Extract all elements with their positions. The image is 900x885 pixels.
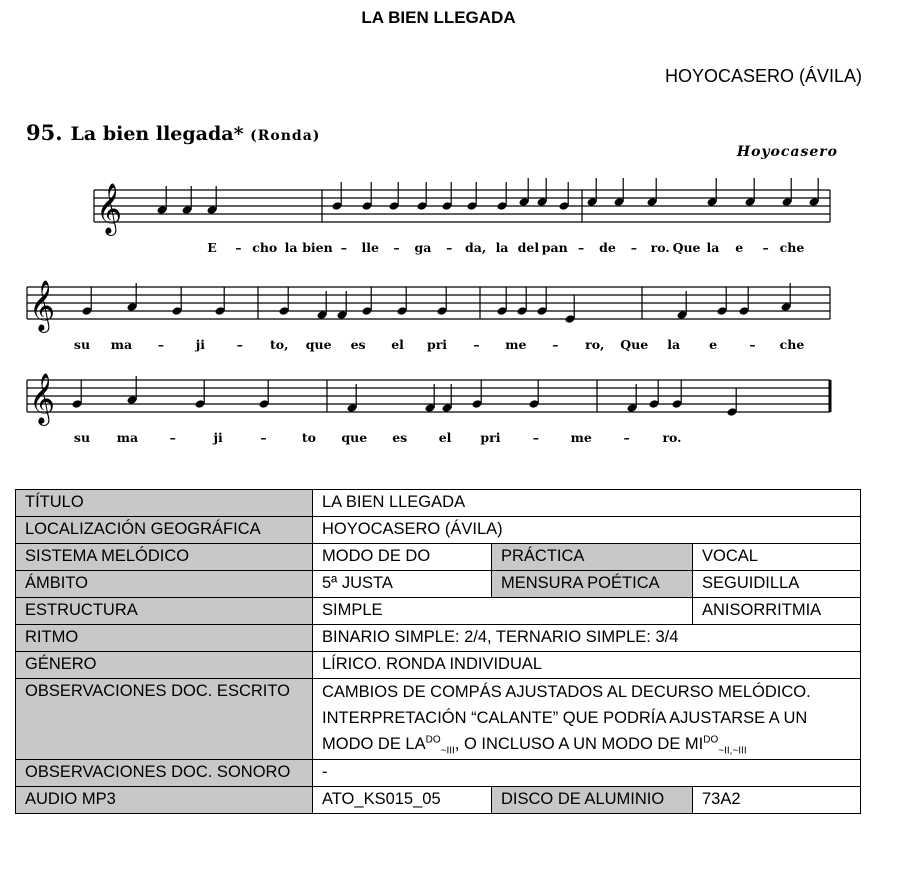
mensura-value: SEGUIDILLA <box>693 571 861 598</box>
obs-sup1: DO <box>425 734 441 746</box>
lyric-syllable: – <box>236 337 243 352</box>
lyric-syllable: Que <box>620 337 649 352</box>
ritmo-value: BINARIO SIMPLE: 2/4, TERNARIO SIMPLE: 3/4 <box>313 625 861 652</box>
lyric-syllable: ma <box>110 337 133 352</box>
estructura-extra: ANISORRITMIA <box>693 598 861 625</box>
lyric-syllable: me <box>570 430 592 445</box>
lyric-syllable: ji <box>195 337 205 352</box>
obs-sup2: DO <box>703 734 719 746</box>
obs-escrito-line3a: MODO DE LA <box>322 735 426 753</box>
lyric-syllable: – <box>157 337 165 352</box>
table-row <box>16 652 861 679</box>
localizacion-label: LOCALIZACIÓN GEOGRÁFICA <box>16 517 313 544</box>
practica-label: PRÁCTICA <box>492 544 693 571</box>
lyric-syllable: – <box>552 337 559 352</box>
lyric-syllable: – <box>446 240 453 255</box>
audio-label: AUDIO MP3 <box>16 787 313 814</box>
ritmo-label: RITMO <box>16 625 313 652</box>
table-row <box>16 679 861 760</box>
lyric-syllable: to <box>301 430 316 445</box>
lyric-syllable: la <box>495 240 509 255</box>
genero-label: GÉNERO <box>16 652 313 679</box>
lyric-syllable: lle <box>361 240 379 255</box>
score-title: La bien llegada* <box>70 123 244 145</box>
lyric-syllable: su <box>73 430 91 445</box>
titulo-value: LA BIEN LLEGADA <box>313 490 861 517</box>
treble-clef-icon: 𝄞 <box>29 280 56 331</box>
obs-escrito-line3b: , O INCLUSO A UN MODO DE MI <box>454 735 704 753</box>
lyric-syllable: – <box>623 430 630 445</box>
obs-sub2: ~II,~III <box>718 745 747 757</box>
lyric-syllable: el <box>391 337 404 352</box>
treble-clef-icon: 𝄞 <box>96 183 123 234</box>
lyric-syllable: – <box>577 240 585 255</box>
table-row <box>16 787 861 814</box>
table-row <box>16 625 861 652</box>
lyric-syllable: ga <box>414 240 432 255</box>
lyric-syllable: su <box>73 337 91 352</box>
lyric-syllable: – <box>260 430 267 445</box>
lyric-syllable: da, <box>465 240 487 255</box>
table-row <box>16 760 861 787</box>
lyric-syllable: E <box>207 240 217 255</box>
lyric-syllable: Que <box>672 240 701 255</box>
lyric-syllable: – <box>340 240 347 255</box>
score-place: Hoyocasero <box>736 144 838 160</box>
obs-escrito-label: OBSERVACIONES DOC. ESCRITO <box>16 679 313 760</box>
lyric-syllable: cho <box>252 240 278 255</box>
lyric-syllable: to, <box>269 337 289 352</box>
table-row <box>16 571 861 598</box>
obs-escrito-line2: INTERPRETACIÓN “CALANTE” QUE PODRÍA AJUSTARSE A UN <box>322 709 808 727</box>
score-number: 95. <box>26 120 63 145</box>
obs-sub1: ~III <box>440 745 455 757</box>
document-location: HOYOCASERO (ÁVILA) <box>664 66 862 86</box>
lyric-syllable: ji <box>213 430 223 445</box>
lyric-syllable: ro. <box>650 240 670 255</box>
lyric-syllable: che <box>779 337 805 352</box>
lyric-syllable: e <box>709 337 718 352</box>
lyric-syllable: pri <box>480 430 501 445</box>
table-row <box>16 490 861 517</box>
music-score <box>22 112 844 447</box>
audio-value: ATO_KS015_05 <box>313 787 492 814</box>
disco-value: 73A2 <box>693 787 861 814</box>
mensura-label: MENSURA POÉTICA <box>492 571 693 598</box>
lyric-syllable: – <box>235 240 242 255</box>
practica-value: VOCAL <box>693 544 861 571</box>
lyric-syllable: la <box>667 337 681 352</box>
ambito-label: ÁMBITO <box>16 571 313 598</box>
ambito-value: 5ª JUSTA <box>313 571 492 598</box>
localizacion-value: HOYOCASERO (ÁVILA) <box>313 517 861 544</box>
score-subtitle: (Ronda) <box>250 128 321 144</box>
sistema-label: SISTEMA MELÓDICO <box>16 544 313 571</box>
obs-sonoro-value: - <box>313 760 861 787</box>
lyric-syllable: bien <box>302 240 333 255</box>
table-row <box>16 598 861 625</box>
table-row <box>16 517 861 544</box>
table-row <box>16 544 861 571</box>
lyric-syllable: pri <box>426 337 448 352</box>
lyric-syllable: del <box>517 240 540 255</box>
obs-escrito-value <box>313 679 861 760</box>
lyric-syllable: – <box>169 430 176 445</box>
obs-escrito-line1: CAMBIOS DE COMPÁS AJUSTADOS AL DECURSO MELÓDICO. <box>322 683 811 701</box>
document-title: LA BIEN LLEGADA <box>361 8 516 27</box>
lyric-syllable: que <box>341 430 368 445</box>
lyric-syllable: – <box>749 337 756 352</box>
lyric-syllable: me <box>505 337 527 352</box>
genero-value: LÍRICO. RONDA INDIVIDUAL <box>313 652 861 679</box>
estructura-label: ESTRUCTURA <box>16 598 313 625</box>
lyric-syllable: – <box>393 240 400 255</box>
estructura-value: SIMPLE <box>313 598 693 625</box>
lyric-syllable: – <box>532 430 539 445</box>
disco-label: DISCO DE ALUMINIO <box>492 787 693 814</box>
lyric-syllable: pan <box>541 240 568 255</box>
lyric-syllable: de <box>599 240 616 255</box>
lyric-syllable: ro. <box>662 430 682 445</box>
lyric-syllable: la <box>706 240 720 255</box>
lyric-syllable: la <box>284 240 298 255</box>
score-heading <box>26 120 320 145</box>
lyric-syllable: es <box>350 337 366 352</box>
lyric-syllable: el <box>438 430 452 445</box>
lyric-syllable: che <box>779 240 805 255</box>
lyric-syllable: es <box>392 430 408 445</box>
lyric-syllable: ro, <box>585 337 605 352</box>
obs-sonoro-label: OBSERVACIONES DOC. SONORO <box>16 760 313 787</box>
treble-clef-icon: 𝄞 <box>29 373 56 424</box>
lyric-syllable: ma <box>116 430 139 445</box>
sistema-value: MODO DE DO <box>313 544 492 571</box>
lyric-syllable: – <box>473 337 480 352</box>
lyric-syllable: – <box>762 240 769 255</box>
titulo-label: TÍTULO <box>16 490 313 517</box>
lyric-syllable: – <box>630 240 637 255</box>
lyric-syllable: e <box>735 240 744 255</box>
lyric-syllable: que <box>305 337 332 352</box>
metadata-table <box>15 489 861 814</box>
staff-notation <box>22 112 844 447</box>
